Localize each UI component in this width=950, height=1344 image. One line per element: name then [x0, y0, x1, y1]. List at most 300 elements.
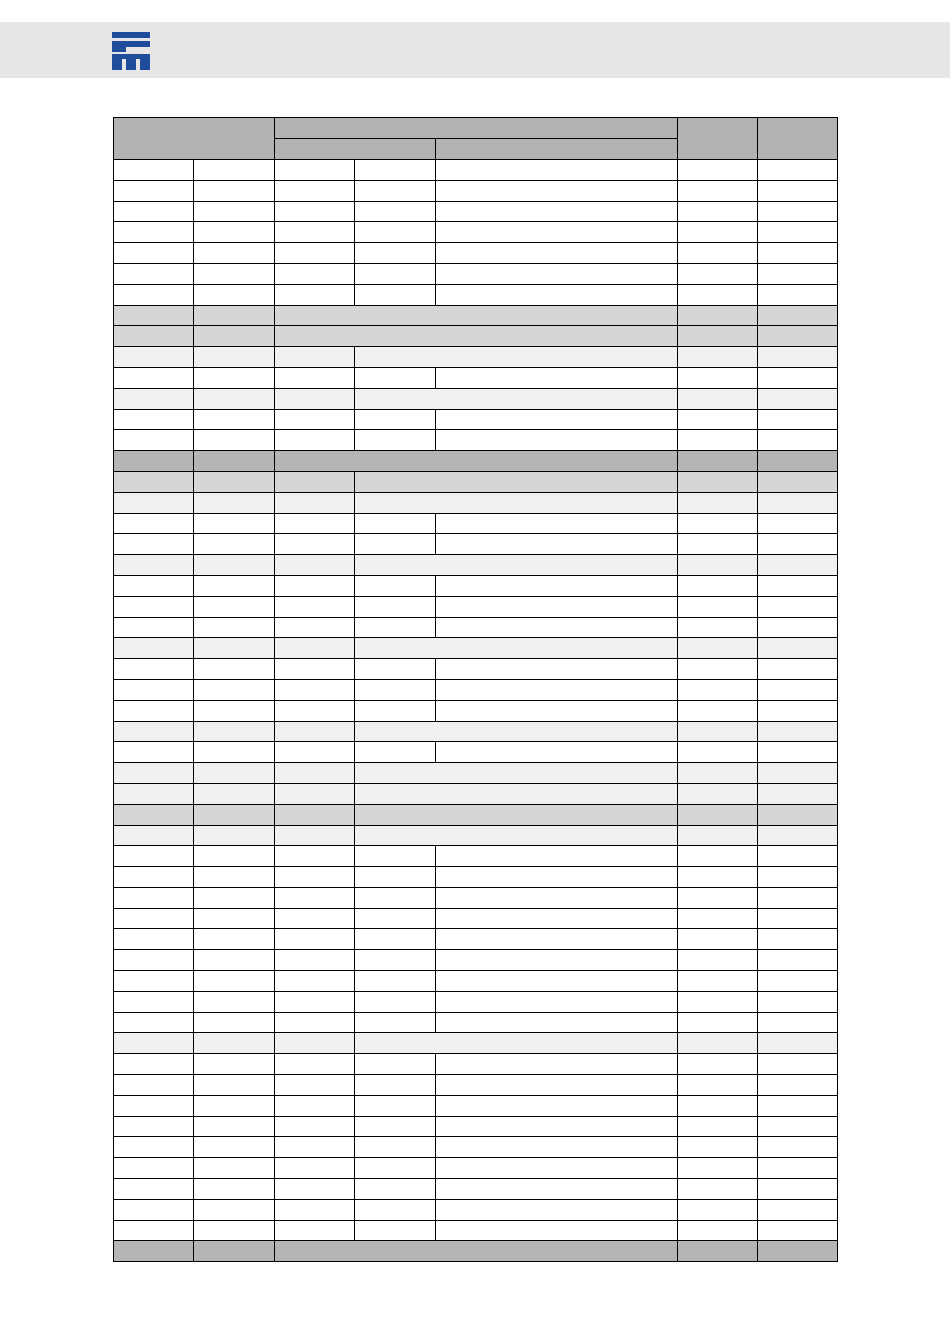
table-cell	[678, 1220, 758, 1241]
table-cell	[678, 1116, 758, 1137]
table-cell	[758, 1095, 838, 1116]
table-cell	[194, 367, 275, 388]
table-cell	[194, 991, 275, 1012]
table-cell	[678, 991, 758, 1012]
table-cell	[114, 1241, 194, 1262]
table-cell	[355, 1012, 436, 1033]
table-row	[114, 326, 838, 347]
table-cell	[194, 1033, 275, 1054]
table-cell	[194, 326, 275, 347]
table-cell	[194, 430, 275, 451]
table-cell	[355, 1075, 436, 1096]
table-cell	[436, 180, 678, 201]
table-row	[114, 804, 838, 825]
table-cell	[436, 991, 678, 1012]
table-cell	[194, 659, 275, 680]
table-cell	[758, 1158, 838, 1179]
table-cell	[758, 804, 838, 825]
table-cell	[194, 867, 275, 888]
table-cell	[678, 617, 758, 638]
table-cell	[436, 222, 678, 243]
table-cell	[275, 1179, 355, 1200]
table-row	[114, 492, 838, 513]
table-row	[114, 575, 838, 596]
table-cell	[355, 783, 678, 804]
table-row	[114, 742, 838, 763]
table-cell	[355, 804, 678, 825]
table-cell	[194, 243, 275, 264]
table-cell	[194, 1012, 275, 1033]
table-cell	[194, 825, 275, 846]
table-cell	[114, 887, 194, 908]
table-cell	[355, 180, 436, 201]
table-cell	[114, 1075, 194, 1096]
table-cell	[758, 721, 838, 742]
table-cell	[194, 347, 275, 368]
table-cell	[678, 451, 758, 472]
table-cell	[355, 1054, 436, 1075]
table-cell	[678, 160, 758, 181]
table-cell	[678, 1054, 758, 1075]
table-cell	[194, 908, 275, 929]
table-cell	[194, 555, 275, 576]
table-row	[114, 305, 838, 326]
table-row	[114, 263, 838, 284]
table-cell	[678, 201, 758, 222]
table-cell	[275, 846, 355, 867]
table-cell	[678, 763, 758, 784]
table-cell	[436, 201, 678, 222]
table-cell	[355, 991, 436, 1012]
table-cell	[194, 971, 275, 992]
table-cell	[114, 825, 194, 846]
table-cell	[758, 284, 838, 305]
table-cell	[355, 1116, 436, 1137]
table-row	[114, 471, 838, 492]
table-cell	[355, 263, 436, 284]
table-cell	[355, 284, 436, 305]
table-cell	[436, 950, 678, 971]
table-cell	[194, 1220, 275, 1241]
table-cell	[114, 1054, 194, 1075]
table-cell	[355, 887, 436, 908]
table-cell	[678, 867, 758, 888]
table-cell	[114, 1116, 194, 1137]
table-cell	[678, 908, 758, 929]
table-cell	[194, 180, 275, 201]
table-cell	[275, 1075, 355, 1096]
table-row	[114, 201, 838, 222]
table-cell	[678, 1012, 758, 1033]
table-cell	[758, 555, 838, 576]
table-cell	[194, 409, 275, 430]
table-cell	[194, 617, 275, 638]
table-row	[114, 596, 838, 617]
table-cell	[194, 471, 275, 492]
table-cell	[275, 659, 355, 680]
table-cell	[678, 326, 758, 347]
table-cell	[758, 201, 838, 222]
table-cell	[194, 763, 275, 784]
table-cell	[678, 1179, 758, 1200]
table-cell	[436, 409, 678, 430]
table-cell	[678, 929, 758, 950]
table-cell	[355, 575, 436, 596]
table-cell	[114, 263, 194, 284]
table-cell	[436, 971, 678, 992]
table-cell	[436, 846, 678, 867]
table-row	[114, 367, 838, 388]
table-cell	[678, 555, 758, 576]
table-cell	[114, 929, 194, 950]
table-cell	[436, 430, 678, 451]
table-cell	[355, 243, 436, 264]
table-row	[114, 1054, 838, 1075]
table-cell	[355, 1137, 436, 1158]
table-row	[114, 1116, 838, 1137]
table-cell	[275, 908, 355, 929]
table-cell	[194, 1179, 275, 1200]
table-cell	[275, 783, 355, 804]
table-cell	[194, 700, 275, 721]
table-cell	[758, 180, 838, 201]
table-cell	[194, 783, 275, 804]
table-cell	[114, 534, 194, 555]
table-cell	[678, 825, 758, 846]
table-cell	[436, 534, 678, 555]
table-cell	[275, 471, 355, 492]
table-cell	[114, 1012, 194, 1033]
table-cell	[194, 804, 275, 825]
table-cell	[678, 284, 758, 305]
table-cell	[275, 160, 355, 181]
table-cell	[114, 222, 194, 243]
table-cell	[114, 201, 194, 222]
table-cell	[436, 1179, 678, 1200]
table-cell	[355, 1179, 436, 1200]
table-cell	[275, 1158, 355, 1179]
table-cell	[355, 617, 436, 638]
table-cell	[114, 160, 194, 181]
table-cell	[678, 534, 758, 555]
table-row	[114, 243, 838, 264]
table-cell	[194, 534, 275, 555]
table-cell	[275, 513, 355, 534]
table-cell	[678, 305, 758, 326]
table-row	[114, 1012, 838, 1033]
table-body	[114, 160, 838, 1262]
table-cell	[114, 617, 194, 638]
table-cell	[275, 243, 355, 264]
table-cell	[114, 846, 194, 867]
table-cell	[355, 201, 436, 222]
table-cell	[355, 825, 678, 846]
table-cell	[194, 492, 275, 513]
table-cell	[275, 617, 355, 638]
table-cell	[436, 1012, 678, 1033]
table-cell	[194, 1137, 275, 1158]
table-cell	[275, 1033, 355, 1054]
table-cell	[355, 409, 436, 430]
table-cell	[114, 783, 194, 804]
table-cell	[678, 596, 758, 617]
table-cell	[194, 451, 275, 472]
table-cell	[436, 742, 678, 763]
table-cell	[275, 409, 355, 430]
table-cell	[194, 929, 275, 950]
table-cell	[758, 991, 838, 1012]
table-row	[114, 1137, 838, 1158]
table-cell	[114, 742, 194, 763]
table-cell	[678, 971, 758, 992]
table-cell	[194, 1199, 275, 1220]
table-row	[114, 513, 838, 534]
table-row	[114, 679, 838, 700]
table-cell	[758, 451, 838, 472]
table-row	[114, 347, 838, 368]
table-cell	[758, 1137, 838, 1158]
table-row	[114, 284, 838, 305]
table-row	[114, 846, 838, 867]
table-cell	[758, 1220, 838, 1241]
table-cell	[114, 1137, 194, 1158]
table-cell	[758, 617, 838, 638]
table-cell	[194, 887, 275, 908]
table-cell	[678, 222, 758, 243]
table-cell	[436, 513, 678, 534]
table-cell	[436, 263, 678, 284]
table-cell	[275, 971, 355, 992]
table-cell	[194, 513, 275, 534]
table-cell	[275, 721, 355, 742]
table-cell	[355, 950, 436, 971]
table-cell	[355, 1158, 436, 1179]
table-cell	[194, 575, 275, 596]
table-cell	[436, 575, 678, 596]
table-cell	[758, 409, 838, 430]
table-cell	[194, 1054, 275, 1075]
table-cell	[194, 846, 275, 867]
table-cell	[355, 971, 436, 992]
table-cell	[275, 1095, 355, 1116]
table-cell	[436, 867, 678, 888]
table-cell	[275, 596, 355, 617]
table-row	[114, 867, 838, 888]
table-cell	[355, 513, 436, 534]
table-cell	[275, 867, 355, 888]
table-cell	[114, 1095, 194, 1116]
table-cell	[194, 1116, 275, 1137]
table-row	[114, 950, 838, 971]
table-cell	[355, 638, 678, 659]
table-row	[114, 971, 838, 992]
table-cell	[275, 1116, 355, 1137]
table-cell	[758, 596, 838, 617]
table-cell	[275, 305, 678, 326]
table-cell	[758, 243, 838, 264]
table-cell	[114, 804, 194, 825]
table-cell	[114, 180, 194, 201]
table-cell	[275, 1199, 355, 1220]
table-cell	[436, 284, 678, 305]
table-cell	[194, 160, 275, 181]
table-cell	[678, 659, 758, 680]
table-cell	[436, 1199, 678, 1220]
table-row	[114, 1095, 838, 1116]
table-cell	[275, 284, 355, 305]
table-cell	[758, 575, 838, 596]
table-cell	[758, 867, 838, 888]
table-cell	[758, 1199, 838, 1220]
table-row	[114, 1075, 838, 1096]
table-cell	[678, 347, 758, 368]
table-cell	[275, 492, 355, 513]
table-cell	[436, 1220, 678, 1241]
table-cell	[678, 1158, 758, 1179]
table-cell	[275, 575, 355, 596]
table-cell	[114, 1158, 194, 1179]
table-cell	[355, 1199, 436, 1220]
table-row	[114, 430, 838, 451]
table-cell	[275, 763, 355, 784]
table-cell	[114, 575, 194, 596]
table-cell	[355, 367, 436, 388]
header-sub-b2	[436, 139, 678, 160]
table-cell	[758, 305, 838, 326]
table-cell	[758, 492, 838, 513]
table-cell	[194, 638, 275, 659]
table-cell	[114, 305, 194, 326]
table-cell	[275, 929, 355, 950]
table-cell	[114, 721, 194, 742]
table-cell	[114, 1199, 194, 1220]
table-cell	[678, 471, 758, 492]
table-cell	[194, 742, 275, 763]
table-cell	[355, 1033, 678, 1054]
table-row	[114, 180, 838, 201]
table-cell	[355, 555, 678, 576]
table-cell	[678, 887, 758, 908]
table-cell	[275, 991, 355, 1012]
table-cell	[114, 763, 194, 784]
table-cell	[114, 492, 194, 513]
table-cell	[436, 160, 678, 181]
table-cell	[436, 887, 678, 908]
table-cell	[355, 659, 436, 680]
table-row	[114, 783, 838, 804]
table-cell	[114, 1179, 194, 1200]
table-cell	[758, 1054, 838, 1075]
table-row	[114, 617, 838, 638]
table-cell	[758, 471, 838, 492]
data-table	[113, 117, 838, 1262]
table-cell	[275, 1241, 678, 1262]
table-cell	[758, 263, 838, 284]
table-cell	[436, 1095, 678, 1116]
table-cell	[275, 388, 355, 409]
table-cell	[678, 846, 758, 867]
table-cell	[275, 700, 355, 721]
table-row	[114, 700, 838, 721]
table-cell	[678, 430, 758, 451]
table-cell	[114, 971, 194, 992]
table-cell	[114, 1220, 194, 1241]
table-cell	[355, 700, 436, 721]
table-cell	[275, 638, 355, 659]
table-row	[114, 534, 838, 555]
table-row	[114, 763, 838, 784]
table-cell	[355, 347, 678, 368]
table-cell	[678, 367, 758, 388]
table-cell	[436, 617, 678, 638]
table-cell	[194, 201, 275, 222]
table-cell	[114, 430, 194, 451]
table-cell	[275, 804, 355, 825]
table-cell	[194, 950, 275, 971]
table-cell	[678, 409, 758, 430]
table-row	[114, 222, 838, 243]
table-cell	[678, 513, 758, 534]
table-cell	[758, 388, 838, 409]
table-row	[114, 991, 838, 1012]
table-cell	[436, 1158, 678, 1179]
table-cell	[758, 929, 838, 950]
table-cell	[758, 347, 838, 368]
table-cell	[758, 1179, 838, 1200]
header-col-f	[758, 118, 838, 160]
table-row	[114, 451, 838, 472]
table-cell	[114, 555, 194, 576]
table-cell	[758, 1116, 838, 1137]
table-cell	[678, 1199, 758, 1220]
table-row	[114, 929, 838, 950]
table-cell	[436, 700, 678, 721]
table-cell	[758, 367, 838, 388]
table-cell	[355, 742, 436, 763]
table-cell	[678, 679, 758, 700]
table-cell	[355, 763, 678, 784]
table-cell	[678, 783, 758, 804]
table-cell	[355, 222, 436, 243]
table-cell	[678, 180, 758, 201]
table-cell	[678, 638, 758, 659]
table-cell	[758, 659, 838, 680]
table-cell	[275, 430, 355, 451]
table-cell	[275, 1137, 355, 1158]
table-cell	[275, 534, 355, 555]
table-cell	[275, 887, 355, 908]
table-cell	[678, 950, 758, 971]
table-cell	[275, 679, 355, 700]
table-cell	[355, 679, 436, 700]
table-cell	[355, 471, 678, 492]
table-row	[114, 1220, 838, 1241]
table-cell	[114, 596, 194, 617]
company-logo	[112, 32, 150, 70]
table-cell	[275, 825, 355, 846]
table-row	[114, 887, 838, 908]
header-sub-b1	[275, 139, 436, 160]
table-cell	[114, 367, 194, 388]
table-cell	[355, 492, 678, 513]
table-cell	[114, 471, 194, 492]
table-cell	[194, 284, 275, 305]
table-cell	[436, 1137, 678, 1158]
table-cell	[758, 825, 838, 846]
table-cell	[355, 388, 678, 409]
table-cell	[678, 575, 758, 596]
table-cell	[436, 243, 678, 264]
